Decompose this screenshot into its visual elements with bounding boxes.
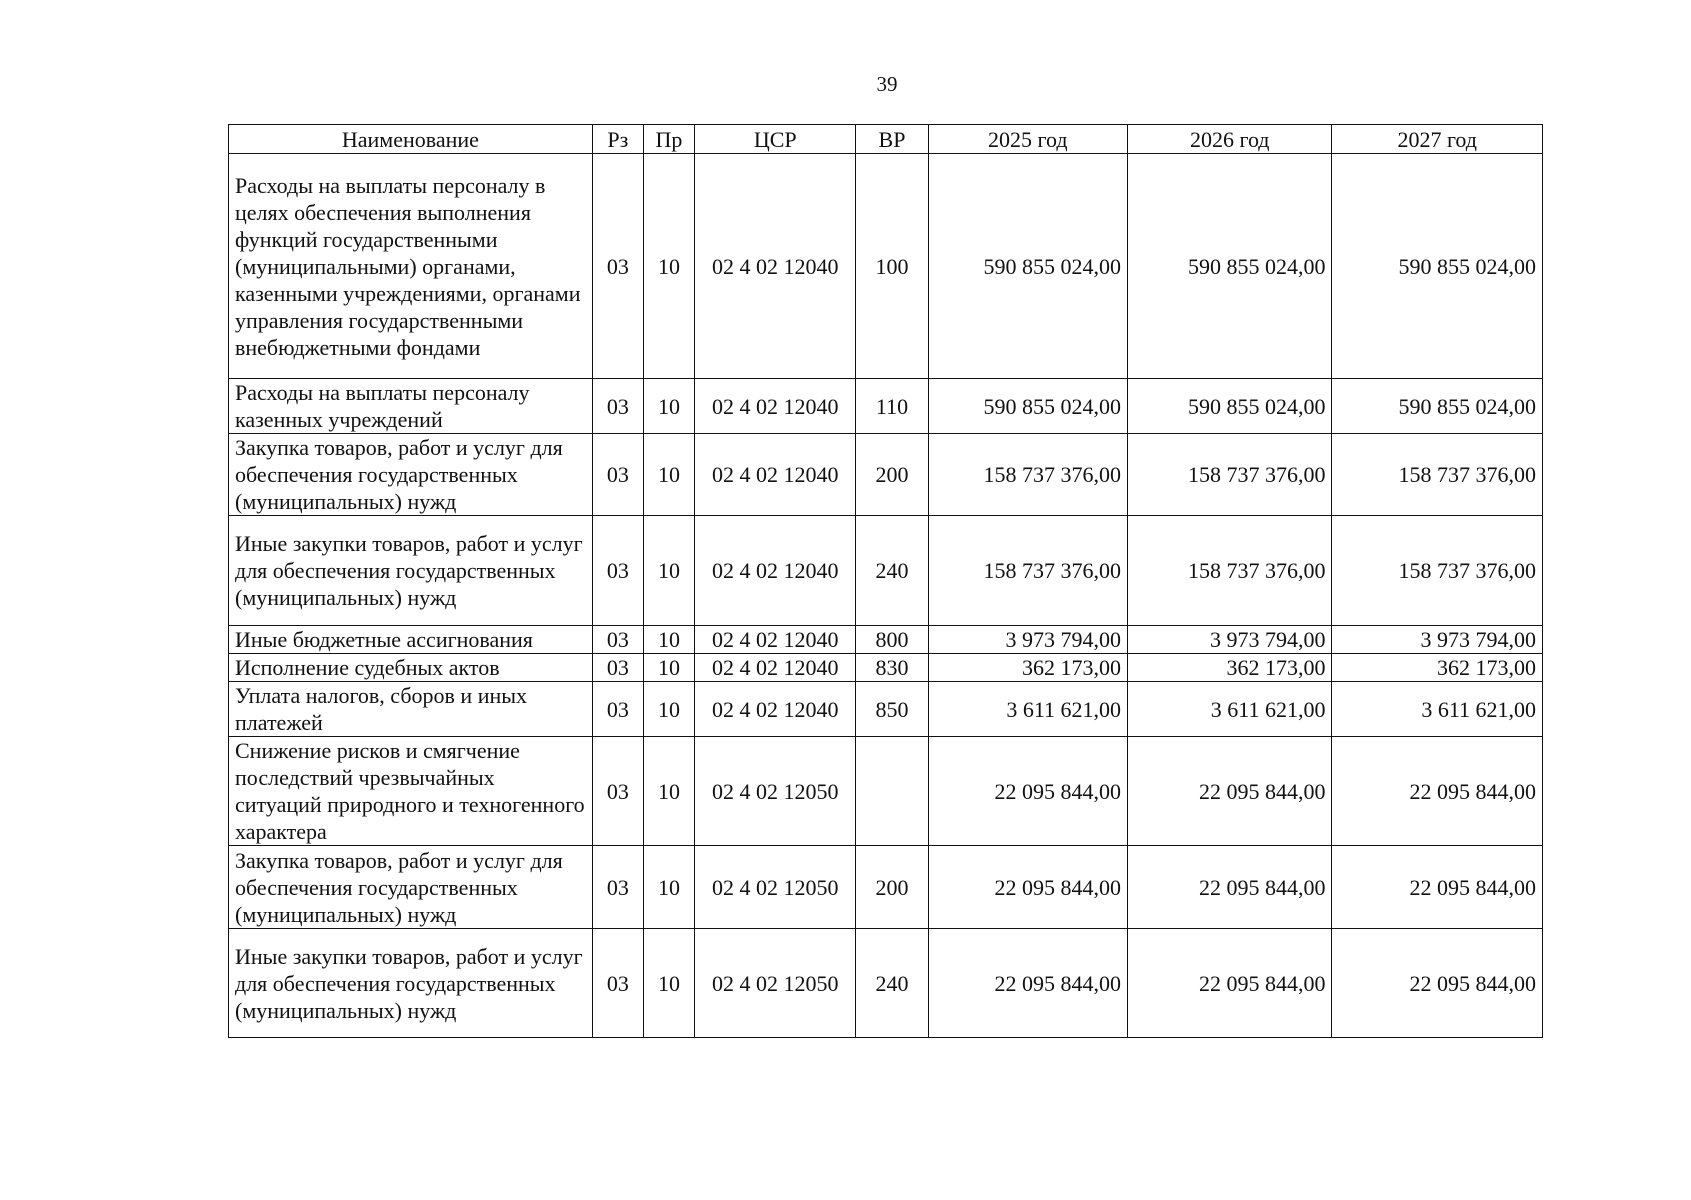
header-csr: ЦСР xyxy=(695,125,856,154)
row-2027: 158 737 376,00 xyxy=(1332,434,1543,516)
row-2027: 590 855 024,00 xyxy=(1332,379,1543,434)
row-csr: 02 4 02 12040 xyxy=(695,654,856,682)
table-row xyxy=(229,846,1543,929)
header-pr: Пр xyxy=(643,125,694,154)
row-rz: 03 xyxy=(592,516,643,626)
row-csr: 02 4 02 12050 xyxy=(695,929,856,1038)
header-row xyxy=(229,125,1543,154)
table-row xyxy=(229,154,1543,379)
row-vr: 240 xyxy=(856,929,928,1038)
row-name: Снижение рисков и смягчение последствий чрезвычайных ситуаций природного и техногенного характера xyxy=(229,737,593,846)
row-rz: 03 xyxy=(592,379,643,434)
row-2025: 590 855 024,00 xyxy=(928,379,1127,434)
row-vr: 830 xyxy=(856,654,928,682)
row-name: Закупка товаров, работ и услуг для обеспечения государственных (муниципальных) нужд xyxy=(229,434,593,516)
row-csr: 02 4 02 12040 xyxy=(695,626,856,654)
row-pr: 10 xyxy=(643,379,694,434)
row-2026: 22 095 844,00 xyxy=(1128,737,1332,846)
table-row xyxy=(229,737,1543,846)
row-2025: 158 737 376,00 xyxy=(928,516,1127,626)
row-2026: 590 855 024,00 xyxy=(1128,154,1332,379)
row-rz: 03 xyxy=(592,929,643,1038)
row-name: Расходы на выплаты персоналу казенных учреждений xyxy=(229,379,593,434)
row-pr: 10 xyxy=(643,654,694,682)
row-csr: 02 4 02 12040 xyxy=(695,379,856,434)
row-2025: 3 611 621,00 xyxy=(928,682,1127,737)
row-2027: 158 737 376,00 xyxy=(1332,516,1543,626)
row-csr: 02 4 02 12050 xyxy=(695,737,856,846)
row-2026: 590 855 024,00 xyxy=(1128,379,1332,434)
row-pr: 10 xyxy=(643,434,694,516)
row-2025: 362 173,00 xyxy=(928,654,1127,682)
header-vr: ВР xyxy=(856,125,928,154)
row-vr: 240 xyxy=(856,516,928,626)
row-2027: 3 611 621,00 xyxy=(1332,682,1543,737)
row-pr: 10 xyxy=(643,626,694,654)
row-2027: 22 095 844,00 xyxy=(1332,846,1543,929)
row-name: Иные закупки товаров, работ и услуг для обеспечения государственных (муниципальных) нужд xyxy=(229,929,593,1038)
row-pr: 10 xyxy=(643,929,694,1038)
row-pr: 10 xyxy=(643,154,694,379)
row-name: Иные бюджетные ассигнования xyxy=(229,626,593,654)
row-vr: 200 xyxy=(856,846,928,929)
row-vr: 110 xyxy=(856,379,928,434)
table-row xyxy=(229,434,1543,516)
row-2027: 590 855 024,00 xyxy=(1332,154,1543,379)
row-vr xyxy=(856,737,928,846)
row-pr: 10 xyxy=(643,682,694,737)
row-2026: 3 973 794,00 xyxy=(1128,626,1332,654)
row-name: Исполнение судебных актов xyxy=(229,654,593,682)
row-vr: 100 xyxy=(856,154,928,379)
header-2025: 2025 год xyxy=(928,125,1127,154)
row-rz: 03 xyxy=(592,682,643,737)
row-rz: 03 xyxy=(592,154,643,379)
row-2027: 22 095 844,00 xyxy=(1332,737,1543,846)
row-csr: 02 4 02 12040 xyxy=(695,516,856,626)
page-number: 39 xyxy=(876,72,898,96)
row-vr: 800 xyxy=(856,626,928,654)
row-pr: 10 xyxy=(643,516,694,626)
row-2026: 158 737 376,00 xyxy=(1128,516,1332,626)
row-2025: 3 973 794,00 xyxy=(928,626,1127,654)
table-row xyxy=(229,929,1543,1038)
row-csr: 02 4 02 12040 xyxy=(695,154,856,379)
row-vr: 200 xyxy=(856,434,928,516)
row-2025: 22 095 844,00 xyxy=(928,846,1127,929)
row-pr: 10 xyxy=(643,737,694,846)
row-rz: 03 xyxy=(592,654,643,682)
header-2027: 2027 год xyxy=(1332,125,1543,154)
row-2026: 22 095 844,00 xyxy=(1128,929,1332,1038)
header-name: Наименование xyxy=(229,125,593,154)
row-name: Закупка товаров, работ и услуг для обеспечения государственных (муниципальных) нужд xyxy=(229,846,593,929)
row-name: Иные закупки товаров, работ и услуг для обеспечения государственных (муниципальных) нужд xyxy=(229,516,593,626)
row-2025: 22 095 844,00 xyxy=(928,929,1127,1038)
row-rz: 03 xyxy=(592,737,643,846)
row-2025: 158 737 376,00 xyxy=(928,434,1127,516)
header-rz: Рз xyxy=(592,125,643,154)
row-2026: 158 737 376,00 xyxy=(1128,434,1332,516)
row-2027: 362 173,00 xyxy=(1332,654,1543,682)
row-name: Расходы на выплаты персоналу в целях обеспечения выполнения функций государственными (муниципальными) органами, казенными учреждениями, органами управления государственными внебюджетными фондами xyxy=(229,154,593,379)
row-2026: 22 095 844,00 xyxy=(1128,846,1332,929)
header-2026: 2026 год xyxy=(1128,125,1332,154)
budget-table xyxy=(228,124,1543,1038)
row-2027: 22 095 844,00 xyxy=(1332,929,1543,1038)
row-2025: 590 855 024,00 xyxy=(928,154,1127,379)
table-row xyxy=(229,626,1543,654)
table-row xyxy=(229,682,1543,737)
row-vr: 850 xyxy=(856,682,928,737)
row-rz: 03 xyxy=(592,626,643,654)
row-2026: 362 173,00 xyxy=(1128,654,1332,682)
row-2025: 22 095 844,00 xyxy=(928,737,1127,846)
row-2027: 3 973 794,00 xyxy=(1332,626,1543,654)
row-rz: 03 xyxy=(592,434,643,516)
row-csr: 02 4 02 12040 xyxy=(695,682,856,737)
table-row xyxy=(229,379,1543,434)
row-2026: 3 611 621,00 xyxy=(1128,682,1332,737)
row-pr: 10 xyxy=(643,846,694,929)
row-csr: 02 4 02 12040 xyxy=(695,434,856,516)
table-row xyxy=(229,654,1543,682)
row-name: Уплата налогов, сборов и иных платежей xyxy=(229,682,593,737)
row-csr: 02 4 02 12050 xyxy=(695,846,856,929)
table-row xyxy=(229,516,1543,626)
row-rz: 03 xyxy=(592,846,643,929)
